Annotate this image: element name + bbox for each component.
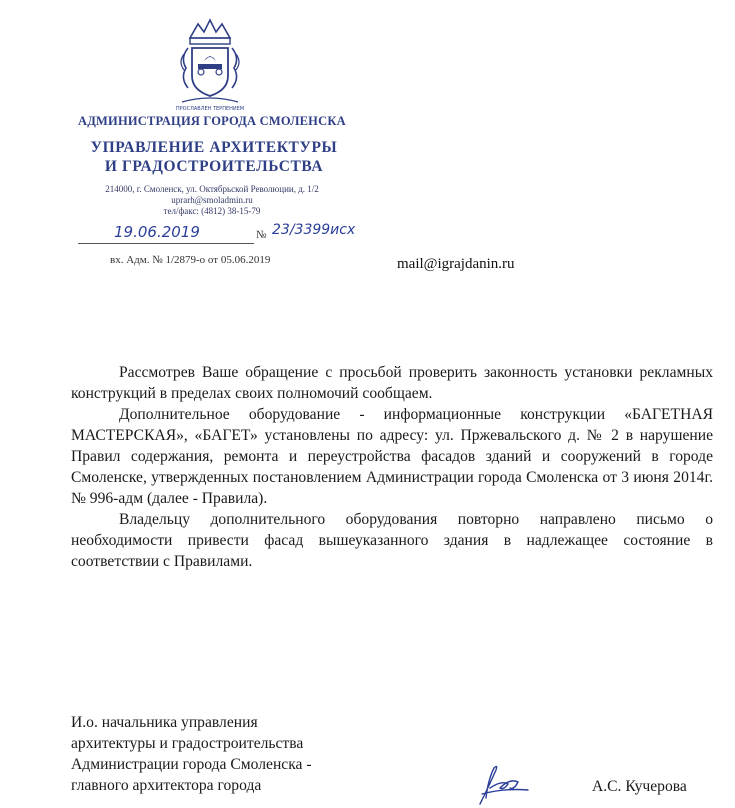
signer-name: А.С. Кучерова bbox=[592, 778, 687, 795]
department-name: УПРАВЛЕНИЕ АРХИТЕКТУРЫ И ГРАДОСТРОИТЕЛЬСТВА bbox=[90, 139, 338, 175]
incoming-reference: вх. Адм. № 1/2879-о от 05.06.2019 bbox=[110, 254, 271, 266]
recipient-address: mail@igrajdanin.ru bbox=[397, 256, 515, 272]
handwritten-signature bbox=[474, 758, 532, 808]
administration-name: АДМИНИСТРАЦИЯ ГОРОДА СМОЛЕНСКА bbox=[78, 114, 346, 128]
svg-text:ПРОСЛАВЛЕН ТЕРПЕНИЕМ: ПРОСЛАВЛЕН ТЕРПЕНИЕМ bbox=[175, 106, 245, 112]
email: uprarh@smoladmin.ru bbox=[171, 195, 253, 205]
body-paragraph-1: Рассмотрев Ваше обращение с просьбой проверить законность установки рекламных конструкций в пределах своих полномочий сообщаем. bbox=[71, 364, 713, 402]
address: 214000, г. Смоленск, ул. Октябрьской Революции, д. 1/2 bbox=[105, 184, 319, 194]
number-label: № bbox=[256, 229, 267, 241]
letterhead-contacts bbox=[62, 184, 362, 217]
signatory-title: И.о. начальника управления архитектуры и градостроительства Администрации города Смоленска - главного архитектора города bbox=[71, 714, 312, 794]
date-underline bbox=[78, 243, 254, 244]
body-paragraph-2: Дополнительное оборудование - информационные конструкции «БАГЕТНАЯ МАСТЕРСКАЯ», «БАГЕТ» установлены по адресу: ул. Пржевальского д. № 2 в нарушение Правил содержания, ремонта и переустройства фасадов зданий и сооружений в городе Смоленске, утвержденных постановлением Администрации города Смоленска от 3 июня 2014г. № 996-адм (далее - Правила). bbox=[71, 406, 713, 507]
registration-number: 23/3399исх bbox=[272, 222, 356, 238]
registration-line bbox=[78, 221, 366, 245]
coat-of-arms-icon bbox=[168, 18, 252, 116]
letter-body bbox=[71, 362, 713, 572]
body-paragraph-3: Владельцу дополнительного оборудования повторно направлено письмо о необходимости привести фасад вышеуказанного здания в надлежащее состояние в соответствии с Правилами. bbox=[71, 511, 713, 570]
phone: тел/факс: (4812) 38-15-79 bbox=[163, 206, 261, 216]
registration-date: 19.06.2019 bbox=[114, 223, 200, 241]
